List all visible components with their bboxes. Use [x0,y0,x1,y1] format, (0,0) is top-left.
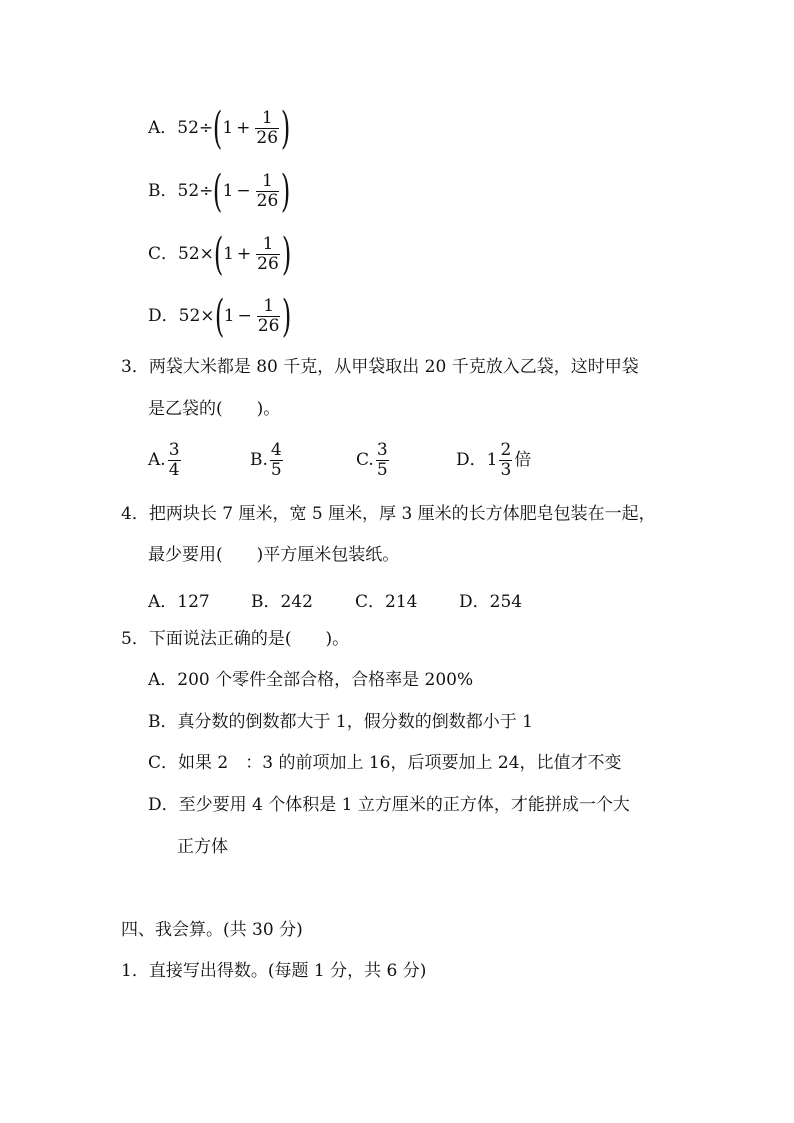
option-operator: + [236,244,252,264]
option-operator: − [237,306,252,326]
fraction-numerator: 2 [500,440,512,460]
question-2-option-a[interactable] [148,102,291,154]
fraction-denominator: 26 [257,254,279,274]
option-letter: B. [250,450,268,470]
left-paren: ( [213,102,223,154]
question-5-option-d-line-2[interactable]: 正方体 [177,837,228,857]
question-4-stem-line-2: 最少要用( )平方厘米包装纸。 [148,545,400,565]
fraction-numerator: 4 [270,440,282,460]
fraction [270,441,283,480]
question-4-stem-line-1: 4．把两块长 7 厘米，宽 5 厘米，厚 3 厘米的长方体肥皂包装在一起， [121,504,656,524]
fraction-numerator: 1 [255,109,279,129]
option-lead: 52× [178,306,215,326]
fraction [376,441,389,480]
right-paren: ) [280,102,291,154]
option-lead: 52× [178,244,214,264]
right-paren: ) [281,228,292,280]
question-4-option-c[interactable]: C．214 [355,592,418,612]
option-suffix: 倍 [514,450,532,470]
fraction [257,297,281,336]
question-5-stem: 5．下面说法正确的是( )。 [121,629,350,649]
left-paren: ( [213,165,223,217]
option-letter: A. [148,450,166,470]
fraction-numerator: 3 [168,440,180,460]
option-letter: A． [148,118,178,138]
fraction-denominator: 26 [257,316,280,336]
option-operator: − [236,181,251,201]
fraction [256,172,280,211]
fraction-denominator: 5 [270,460,282,480]
fraction [499,441,512,480]
question-2-option-b[interactable] [148,165,291,217]
question-4-option-a[interactable]: A．127 [148,592,210,612]
fraction-denominator: 5 [376,460,388,480]
fraction-denominator: 26 [256,128,279,148]
question-5-option-d-line-1[interactable]: D．至少要用 4 个体积是 1 立方厘米的正方体，才能拼成一个大 [148,795,630,815]
option-letter: C. [356,450,374,470]
fraction-numerator: 1 [256,235,280,255]
left-paren: ( [213,228,224,280]
option-letter: B． [148,181,178,201]
question-2-option-d[interactable] [148,290,292,342]
left-paren: ( [214,290,224,342]
question-5-option-b[interactable]: B．真分数的倒数都大于 1，假分数的倒数都小于 1 [148,712,533,732]
fraction [256,235,280,274]
fraction-numerator: 3 [376,440,388,460]
right-paren: ) [281,165,291,217]
fraction-denominator: 26 [256,191,279,211]
fraction-numerator: 1 [256,172,280,192]
question-4-option-d[interactable]: D．254 [459,592,523,612]
option-whole: 1 [222,118,234,138]
question-3-stem-line-2: 是乙袋的( )。 [148,399,281,419]
question-3-stem-line-1: 3．两袋大米都是 80 千克，从甲袋取出 20 千克放入乙袋，这时甲袋 [121,357,639,377]
section-4-heading: 四、我会算。(共 30 分) [121,920,303,940]
fraction-denominator: 3 [500,460,512,480]
option-operator: + [236,118,251,138]
question-3-option-c[interactable] [356,440,391,480]
question-5-option-c[interactable]: C．如果 2 ：3 的前项加上 16，后项要加上 24，比值才不变 [148,753,622,773]
fraction-denominator: 4 [168,460,180,480]
fraction [255,109,279,148]
option-letter: C． [148,244,179,264]
question-5-option-a[interactable]: A．200 个零件全部合格，合格率是 200% [148,670,474,690]
option-letter: D． [148,306,179,326]
fraction-numerator: 1 [257,297,281,317]
question-3-option-b[interactable] [250,440,285,480]
section-4-question-1: 1．直接写出得数。(每题 1 分，共 6 分) [121,961,427,981]
option-letter: D．1 [456,450,498,470]
option-lead: 52÷ [177,181,214,201]
question-4-option-b[interactable]: B．242 [251,592,313,612]
question-3-option-d[interactable] [456,440,531,480]
option-lead: 52÷ [177,118,214,138]
option-whole: 1 [222,181,234,201]
question-3-option-a[interactable] [148,440,183,480]
option-whole: 1 [223,244,234,264]
option-whole: 1 [223,306,235,326]
fraction [168,441,181,480]
question-2-option-c[interactable] [148,228,292,280]
right-paren: ) [282,290,292,342]
